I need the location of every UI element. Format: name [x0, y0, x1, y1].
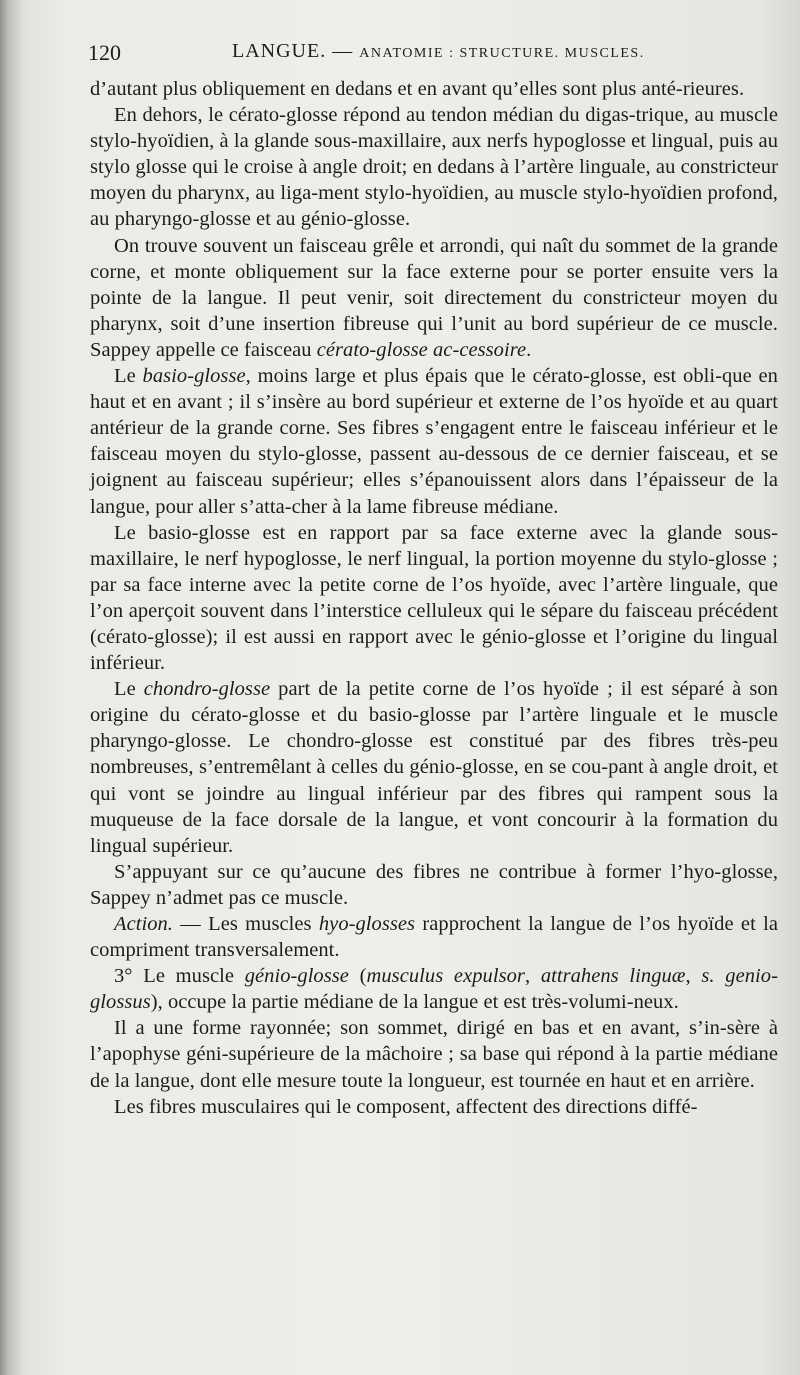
- paragraph: [90, 233, 778, 363]
- page-number: 120: [88, 40, 121, 65]
- paragraph: [90, 676, 778, 859]
- paragraph: [90, 363, 778, 520]
- text-run: ,: [685, 965, 702, 988]
- text-run: Le: [114, 365, 143, 388]
- text-run: Il a une forme rayonnée; son sommet, dirigé en bas et en avant, s’in-sère à l’apophyse géni-supérieure de la mâchoire ; sa base qui répond à la partie médiane de la langue, dont elle mesure toute la longueur, est tournée en haut et en arrière.: [90, 1017, 778, 1092]
- text-run: Le: [114, 678, 144, 701]
- paragraph: [90, 102, 778, 232]
- italic-term: hyo-glosses: [318, 913, 416, 935]
- text-run: ,: [524, 965, 541, 988]
- text-run: .: [526, 338, 532, 361]
- text-run: En dehors, le cérato-glosse répond au tendon médian du digas-trique, au muscle stylo-hyoïdien, à la glande sous-maxillaire, aux nerfs hypoglosse et lingual, puis au stylo glosse qui le croise à angle droit; en dedans à l’artère linguale, au constricteur moyen du pharynx, au liga-ment stylo-hyoïdien, au muscle stylo-hyoïdien profond, au pharyngo-glosse et au génio-glosse.: [90, 104, 778, 231]
- paragraph: [90, 911, 778, 963]
- text-run: part de la petite corne de l’os hyoïde ; il est séparé à son origine du cérato-glosse et du basio-glosse par l’artère linguale et le muscle pharyngo-glosse. Le chondro-glosse est constitué par des fibres très-peu nombreuses, s’entremêlant à celles du génio-glosse, en se cou-pant à angle droit, et qui vont se joindre au lingual inférieur par des fibres qui rampent sous la muqueuse de la face dorsale de la langue, et vont concourir à la formation du lingual supérieur.: [90, 678, 778, 857]
- paragraph: [90, 1094, 778, 1120]
- text-run: rapprochent la langue de l’os hyoïde et la compriment transversalement.: [90, 913, 778, 962]
- text-run: Le basio-glosse est en rapport par sa face externe avec la glande sous-maxillaire, le nerf hypoglosse, le nerf lingual, la portion moyenne du stylo-glosse ; par sa face interne avec la petite corne de l’os hyoïde, avec l’artère linguale, que l’on aperçoit souvent dans l’interstice celluleux qui le sépare du faisceau précédent (cérato-glosse); il est aussi en rapport avec le génio-glosse et l’origine du lingual inférieur.: [90, 521, 778, 675]
- text-run: , moins large et plus épais que le cérato-glosse, est obli-que en haut et en avant ; il s’insère au bord supérieur et externe de l’os hyoïde et au quart antérieur de la grande corne. Ses fibres s’engagent entre le faisceau inférieur et le faisceau moyen du stylo-glosse, passent au-dessous de ce dernier faisceau, et se joignent au faisceau supérieur; elles s’épanouissent alors dans l’épaisseur de la langue, pour aller s’atta-cher à la lame fibreuse médiane.: [90, 365, 778, 518]
- section-subtitle: ANATOMIE : STRUCTURE. MUSCLES.: [359, 46, 645, 61]
- paragraph: [90, 76, 778, 102]
- text-run: Les fibres musculaires qui le composent, affectent des directions diffé-: [114, 1095, 698, 1118]
- italic-term: cérato-glosse ac-cessoire: [316, 338, 527, 361]
- text-run: S’appuyant sur ce qu’aucune des fibres ne contribue à former l’hyo-glosse, Sappey n’admet pas ce muscle.: [90, 860, 778, 909]
- text-run: ), occupe la partie médiane de la langue et est très-volumi-neux.: [150, 991, 679, 1014]
- italic-term: attrahens linguæ: [540, 965, 686, 988]
- italic-term: chondro-glosse: [143, 678, 271, 701]
- text-run: — Les muscles: [173, 913, 319, 935]
- text-run: d’autant plus obliquement en dedans et en avant qu’elles sont plus anté-rieures.: [90, 78, 745, 100]
- running-header: [88, 36, 778, 76]
- text-run: (: [348, 965, 367, 988]
- paragraph: [90, 859, 778, 911]
- text-run: On trouve souvent un faisceau grêle et arrondi, qui naît du sommet de la grande corne, et monte obliquement sur la face externe pour se porter ensuite vers la pointe de la langue. Il peut venir, soit directement du constricteur moyen du pharynx, soit d’une insertion fibreuse qui l’unit au bord supérieur de ce muscle. Sappey appelle ce faisceau: [90, 234, 778, 361]
- running-title: [232, 40, 645, 63]
- paragraph: [90, 520, 778, 677]
- paragraph: [90, 963, 778, 1015]
- text-run: 3° Le muscle: [114, 965, 245, 988]
- italic-term: basio-glosse: [142, 365, 246, 388]
- paragraph: [90, 1015, 778, 1093]
- page-body-text: [90, 76, 778, 1120]
- italic-term: Action.: [114, 913, 173, 935]
- title-dash: —: [332, 40, 354, 62]
- chapter-title: LANGUE.: [232, 40, 327, 62]
- italic-term: génio-glosse: [244, 965, 349, 988]
- italic-term: s. genio-glossus: [90, 965, 778, 1014]
- italic-term: musculus expulsor: [366, 965, 525, 988]
